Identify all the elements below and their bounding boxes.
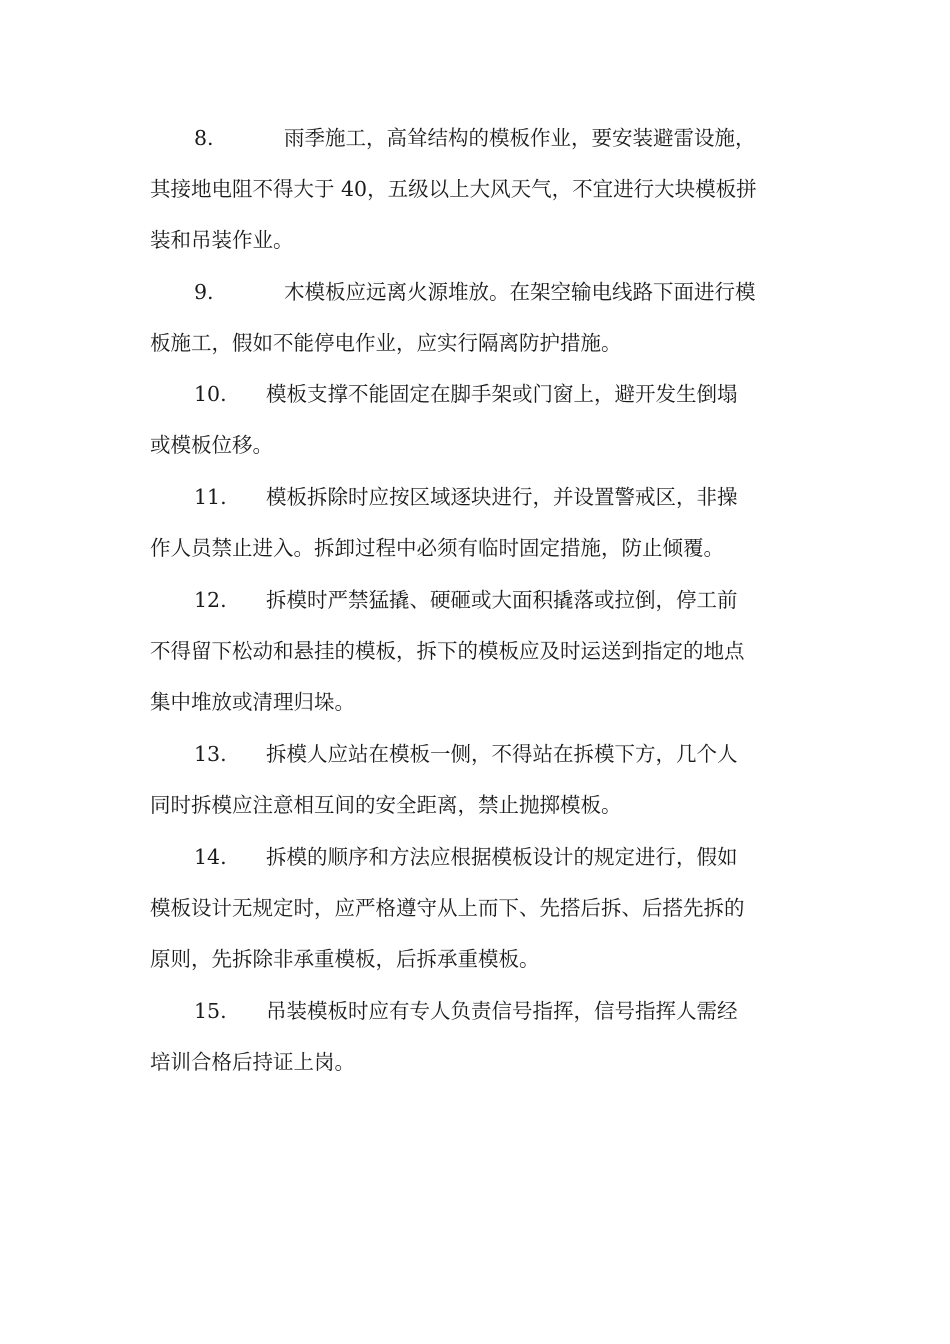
- item-first-line: [150, 582, 800, 618]
- item-text-line: 不得留下松动和悬挂的模板，拆下的模板应及时运送到指定的地点: [150, 639, 745, 663]
- item-text-line: 原则，先拆除非承重模板，后拆承重模板。: [150, 947, 540, 971]
- item-text-line: 作人员禁止进入。拆卸过程中必须有临时固定措施，防止倾覆。: [150, 536, 724, 560]
- item-text-line: 拆模人应站在模板一侧，不得站在拆模下方，几个人: [266, 742, 738, 766]
- item-first-line: [150, 479, 800, 515]
- item-first-line: [150, 736, 800, 772]
- item-text-line: 拆模的顺序和方法应根据模板设计的规定进行，假如: [266, 845, 738, 869]
- item-number: 9.: [194, 280, 214, 304]
- item-text-line: 集中堆放或清理归垛。: [150, 690, 355, 714]
- item-text-line: 培训合格后持证上岗。: [150, 1050, 355, 1074]
- item-text-line: 其接地电阻不得大于 40，五级以上大风天气，不宜进行大块模板拼: [150, 177, 757, 201]
- item-text-line: 吊装模板时应有专人负责信号指挥，信号指挥人需经: [266, 999, 738, 1023]
- item-text-line: 拆模时严禁猛撬、硬砸或大面积撬落或拉倒，停工前: [266, 588, 738, 612]
- item-text-line: 木模板应远离火源堆放。在架空输电线路下面进行模: [284, 280, 756, 304]
- item-number: 12.: [194, 588, 227, 612]
- item-number: 11.: [194, 485, 227, 509]
- item-first-line: [150, 993, 800, 1029]
- item-text-line: 模板支撑不能固定在脚手架或门窗上，避开发生倒塌: [266, 382, 738, 406]
- item-text-line: 模板拆除时应按区域逐块进行，并设置警戒区，非操: [266, 485, 738, 509]
- item-number: 10.: [194, 382, 227, 406]
- item-first-line: [150, 376, 800, 412]
- item-number: 8.: [194, 126, 214, 150]
- item-text-line: 模板设计无规定时，应严格遵守从上而下、先搭后拆、后搭先拆的: [150, 896, 745, 920]
- item-number: 14.: [194, 845, 227, 869]
- item-text-line: 装和吊装作业。: [150, 228, 294, 252]
- item-text-line: 或模板位移。: [150, 433, 273, 457]
- item-text-line: 同时拆模应注意相互间的安全距离，禁止抛掷模板。: [150, 793, 622, 817]
- item-text-line: 板施工，假如不能停电作业，应实行隔离防护措施。: [150, 331, 622, 355]
- item-number: 13.: [194, 742, 227, 766]
- item-number: 15.: [194, 999, 227, 1023]
- item-first-line: [150, 274, 800, 310]
- item-text-line: 雨季施工，高耸结构的模板作业，要安装避雷设施，: [284, 126, 756, 150]
- item-first-line: [150, 120, 800, 156]
- item-first-line: [150, 839, 800, 875]
